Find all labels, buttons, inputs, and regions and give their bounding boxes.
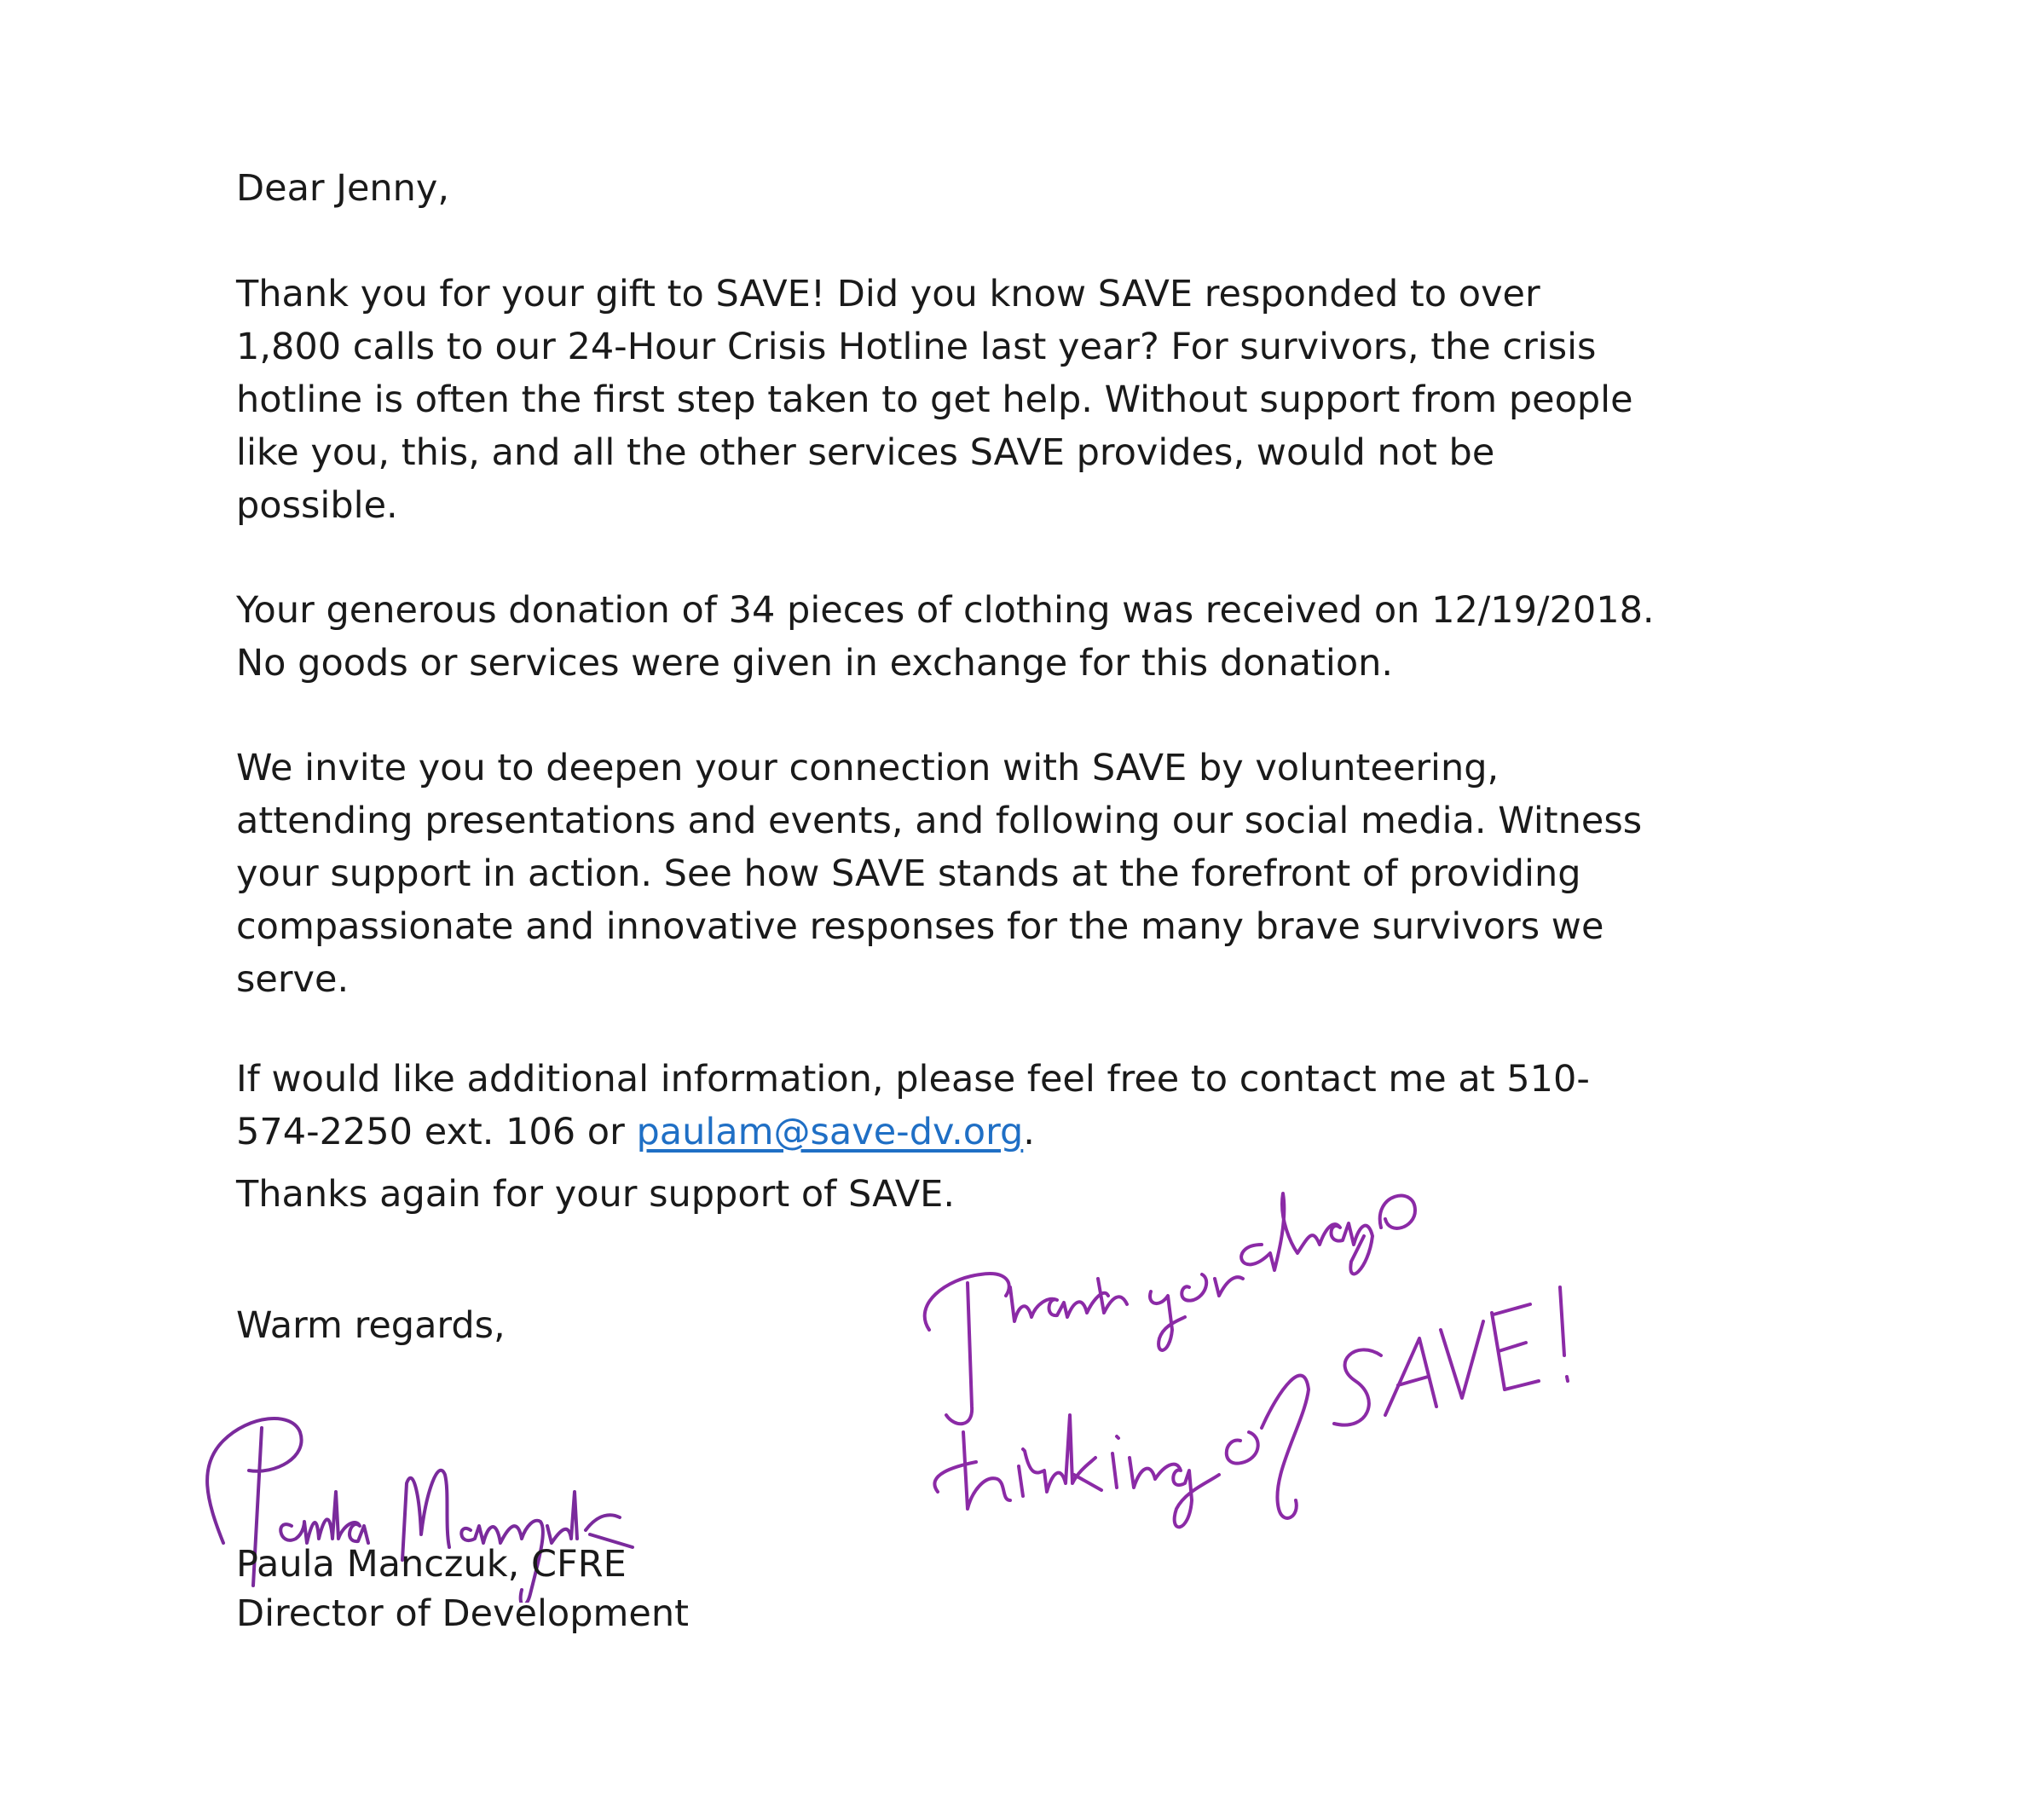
contact-phone-text: 574-2250 ext. 106 or (236, 1111, 637, 1153)
paragraph-line: possible. (236, 484, 398, 527)
paragraph-line: hotline is often the first step taken to get help. Without support from people (236, 378, 1633, 421)
handwritten-note (904, 1134, 1637, 1534)
contact-line-end: . (1023, 1111, 1035, 1153)
paragraph-line: like you, this, and all the other services SAVE provides, would not be (236, 431, 1495, 474)
paragraph-line: No goods or services were given in exchange for this donation. (236, 642, 1394, 685)
paragraph-line: Thank you for your gift to SAVE! Did you know SAVE responded to over (236, 273, 1540, 315)
paragraph-line: If would like additional information, please feel free to contact me at 510- (236, 1058, 1590, 1101)
paragraph-line: attending presentations and events, and following our social media. Witness (236, 800, 1643, 842)
signer-name: Paula Manczuk, CFRE (236, 1543, 627, 1586)
paragraph-gift-thanks (236, 268, 1633, 532)
paragraph-donation-receipt (236, 584, 1655, 690)
paragraph-line: serve. (236, 958, 350, 1001)
paragraph-line: Your generous donation of 34 pieces of clothing was received on 12/19/2018. (236, 589, 1655, 632)
paragraph-line: your support in action. See how SAVE stands at the forefront of providing (236, 852, 1581, 895)
paragraph-line: We invite you to deepen your connection with SAVE by volunteering, (236, 747, 1499, 789)
closing: Warm regards, (236, 1304, 506, 1347)
thanks-line: Thanks again for your support of SAVE. (236, 1173, 955, 1216)
signer-title: Director of Development (236, 1592, 689, 1635)
salutation: Dear Jenny, (236, 167, 450, 210)
signature-block (236, 1540, 689, 1638)
paragraph-line: compassionate and innovative responses for the many brave survivors we (236, 905, 1604, 948)
paragraph-invitation (236, 742, 1642, 1006)
paragraph-line: 1,800 calls to our 24-Hour Crisis Hotline last year? For survivors, the crisis (236, 326, 1597, 368)
email-link[interactable]: paulam@save-dv.org (636, 1111, 1024, 1153)
